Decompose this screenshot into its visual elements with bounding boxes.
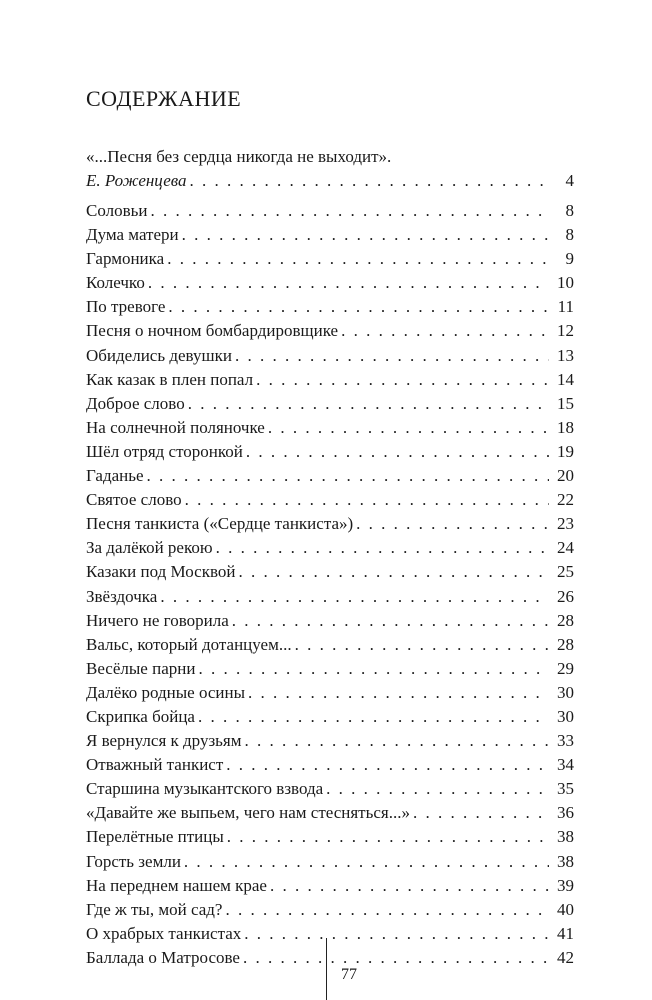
dot-leader — [226, 753, 549, 777]
toc-entry-title: Шёл отряд сторонкой — [86, 441, 243, 461]
toc-entry — [86, 681, 574, 705]
toc-entry-title: Я вернулся к друзьям — [86, 731, 242, 751]
toc-entry — [86, 223, 574, 247]
dot-leader — [248, 681, 549, 705]
toc-entry-page: 11 — [557, 297, 574, 317]
page-title: СОДЕРЖАНИЕ — [86, 86, 242, 111]
dot-leader — [243, 946, 549, 970]
toc-entry-title: Соловьи — [86, 201, 148, 220]
intro-entry — [86, 145, 574, 193]
toc-entry — [86, 777, 574, 801]
toc-entry-title: На переднем нашем крае — [86, 875, 267, 895]
dot-leader — [148, 271, 549, 295]
toc-entry-title: Скрипка бойца — [86, 706, 195, 726]
toc-entry-page: 9 — [565, 249, 574, 269]
toc-entry-title: Колечко — [86, 273, 145, 293]
dot-leader — [246, 440, 549, 464]
toc-entry-title: Далёко родные осины — [86, 682, 246, 702]
toc-entry — [86, 271, 574, 295]
toc-entry-title: Доброе слово — [86, 393, 185, 413]
toc-entry — [86, 319, 574, 343]
toc-entry — [86, 801, 574, 825]
dot-leader — [341, 319, 549, 343]
dot-leader — [295, 633, 549, 657]
toc-entry — [86, 416, 574, 440]
toc-entry — [86, 368, 574, 392]
folio-rule — [326, 938, 327, 1000]
toc-entry-page: 24 — [557, 538, 574, 558]
toc-entry-page: 20 — [557, 466, 574, 486]
toc-entry-title: Весёлые парни — [86, 658, 196, 678]
toc-entry — [86, 874, 574, 898]
toc-entry-title: За далёкой рекою — [86, 538, 213, 558]
dot-leader — [198, 705, 549, 729]
toc-entry — [86, 440, 574, 464]
dot-leader — [190, 169, 549, 193]
toc-entry-title: Обиделись девушки — [86, 345, 232, 365]
dot-leader — [216, 536, 549, 560]
toc-entry-title: Дума матери — [86, 225, 179, 245]
dot-leader — [168, 295, 549, 319]
toc-entry-page: 39 — [557, 875, 574, 895]
toc-entry-title: О храбрых танкистах — [86, 923, 242, 943]
toc-entry — [86, 199, 574, 223]
dot-leader — [225, 898, 549, 922]
toc-entry — [86, 609, 574, 633]
toc-entry-title: Гаданье — [86, 466, 144, 486]
dot-leader — [245, 729, 550, 753]
toc-entry-title: Казаки под Москвой — [86, 562, 236, 582]
toc-entry-page: 30 — [557, 706, 574, 726]
toc-entry-title: Песня о ночном бомбардировщике — [86, 321, 339, 341]
toc-entry — [86, 825, 574, 849]
dot-leader — [227, 825, 549, 849]
dot-leader — [188, 392, 549, 416]
dot-leader — [244, 922, 549, 946]
toc-entry — [86, 922, 574, 946]
toc-entry — [86, 247, 574, 271]
page-number: 77 — [341, 966, 357, 983]
toc-entry — [86, 898, 574, 922]
toc-entry-title: Отважный танкист — [86, 755, 224, 775]
dot-leader — [256, 368, 549, 392]
toc-entry-page: 34 — [557, 755, 574, 775]
toc-entry-page: 36 — [557, 803, 574, 823]
toc-entry — [86, 633, 574, 657]
toc-entry-page: 10 — [557, 273, 574, 293]
toc-entry-page: 8 — [565, 225, 574, 245]
toc-entry-page: 35 — [557, 779, 574, 799]
toc-entry-title: Как казак в плен попал — [86, 369, 254, 389]
toc-entry-page: 30 — [557, 682, 574, 702]
toc-entry-page: 18 — [557, 417, 574, 437]
toc-entry-page: 12 — [557, 321, 574, 341]
dot-leader — [238, 560, 549, 584]
toc-entry-page: 13 — [557, 345, 574, 365]
toc-entry-title: Баллада о Матросове — [86, 947, 240, 967]
toc-entry-page: 38 — [557, 851, 574, 871]
dot-leader — [326, 777, 549, 801]
toc-entry-title: Ничего не говорила — [86, 610, 229, 630]
toc-entry — [86, 946, 574, 970]
toc-entry-page: 42 — [557, 947, 574, 967]
toc-entry — [86, 753, 574, 777]
toc-entry-page: 8 — [565, 201, 574, 220]
toc-entry-title: Святое слово — [86, 490, 182, 510]
dot-leader — [413, 801, 549, 825]
toc-entry — [86, 705, 574, 729]
toc-entry — [86, 512, 574, 536]
dot-leader — [147, 464, 549, 488]
toc-list — [86, 199, 574, 970]
toc-entry-title: Песня танкиста («Сердце танкиста») — [86, 514, 354, 534]
toc-entry-page: 41 — [557, 923, 574, 943]
intro-author-row — [86, 169, 574, 193]
toc-entry-page: 15 — [557, 393, 574, 413]
dot-leader — [198, 657, 549, 681]
toc-entry-page: 28 — [557, 610, 574, 630]
toc-entry-title: Гармоника — [86, 249, 165, 269]
toc-entry — [86, 392, 574, 416]
intro-quote: «...Песня без сердца никогда не выходит». — [86, 147, 392, 166]
toc-entry-title: Где ж ты, мой сад? — [86, 899, 223, 919]
toc-entry-title: По тревоге — [86, 297, 166, 317]
intro-page-number: 4 — [565, 171, 574, 190]
toc-entry — [86, 536, 574, 560]
toc-entry — [86, 657, 574, 681]
toc-entry — [86, 585, 574, 609]
toc-entry-page: 22 — [557, 490, 574, 510]
toc-entry-title: Старшина музыкантского взвода — [86, 779, 324, 799]
dot-leader — [356, 512, 549, 536]
dot-leader — [184, 850, 549, 874]
toc-entry-page: 38 — [557, 827, 574, 847]
toc-entry — [86, 344, 574, 368]
toc-entry — [86, 488, 574, 512]
toc-entry-page: 14 — [557, 369, 574, 389]
dot-leader — [268, 416, 549, 440]
toc-entry-page: 29 — [557, 658, 574, 678]
toc-entry-title: Звёздочка — [86, 586, 158, 606]
intro-author: Е. Роженцева — [86, 171, 187, 190]
toc-entry — [86, 560, 574, 584]
dot-leader — [182, 223, 549, 247]
toc-entry — [86, 295, 574, 319]
toc-entry-page: 40 — [557, 899, 574, 919]
toc-entry — [86, 729, 574, 753]
toc-entry-page: 28 — [557, 634, 574, 654]
toc-entry-title: На солнечной поляночке — [86, 417, 265, 437]
dot-leader — [235, 344, 549, 368]
toc-entry — [86, 464, 574, 488]
dot-leader — [232, 609, 549, 633]
toc-entry-title: Вальс, который дотанцуем... — [86, 634, 292, 654]
toc-entry-page: 25 — [557, 562, 574, 582]
toc-entry-page: 33 — [557, 731, 574, 751]
dot-leader — [185, 488, 549, 512]
dot-leader — [160, 585, 549, 609]
dot-leader — [167, 247, 549, 271]
toc-entry-page: 23 — [557, 514, 574, 534]
toc-entry-title: Перелётные птицы — [86, 827, 224, 847]
dot-leader — [150, 199, 549, 223]
toc-entry-page: 19 — [557, 441, 574, 461]
toc-entry-page: 26 — [557, 586, 574, 606]
toc-entry-title: Горсть земли — [86, 851, 181, 871]
dot-leader — [270, 874, 549, 898]
toc-entry — [86, 850, 574, 874]
toc-entry-title: «Давайте же выпьем, чего нам стесняться...» — [86, 803, 410, 823]
